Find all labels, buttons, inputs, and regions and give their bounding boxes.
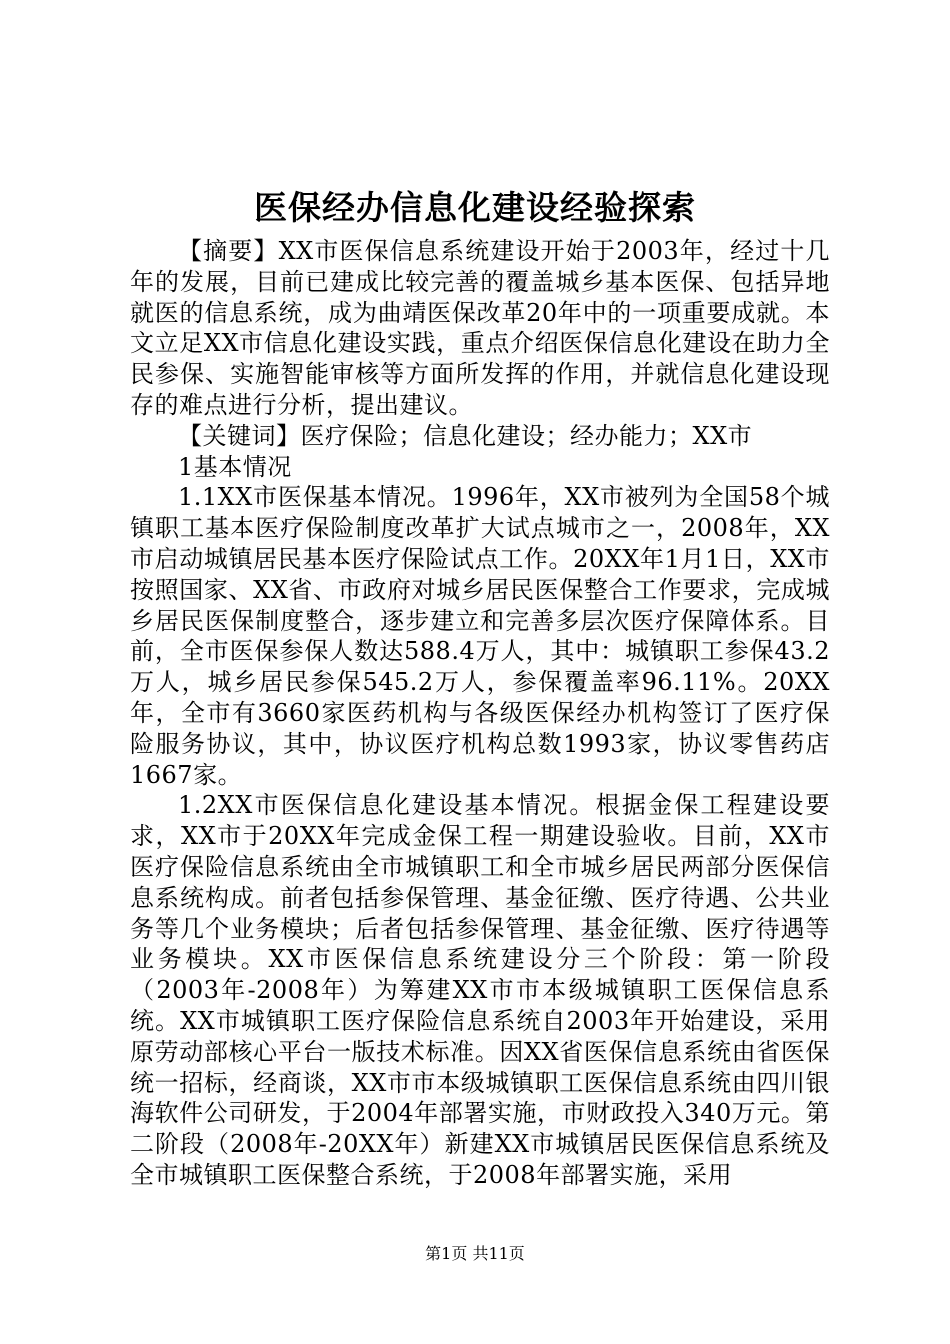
body-paragraph: 1.1XX市医保基本情况。1996年，XX市被列为全国58个城镇职工基本医疗保险制度改革扩大试点城市之一，2008年，XX市启动城镇居民基本医疗保险试点工作。20XX年1月1日，XX市按照国家、XX省、市政府对城乡居民医保整合工作要求，完成城乡居民医保制度整合，逐步建立和完善多层次医疗保障体系。目前，全市医保参保人数达588.4万人，其中：城镇职工参保43.2万人，城乡居民参保545.2万人，参保覆盖率96.11%。20XX年，全市有3660家医药机构与各级医保经办机构签订了医疗保险服务协议，其中，协议医疗机构总数1993家，协议零售药店1667家。 — [130, 483, 830, 789]
page-footer: 第1页 共11页 — [425, 1244, 525, 1263]
abstract-paragraph: 【摘要】XX市医保信息系统建设开始于2003年，经过十几年的发展，目前已建成比较完善的覆盖城乡基本医保、包括异地就医的信息系统，成为曲靖医保改革20年中的一项重要成就。本文立足XX市信息化建设实践，重点介绍医保信息化建设在助力全民参保、实施智能审核等方面所发挥的作用，并就信息化建设现存的难点进行分析，提出建议。 — [130, 237, 830, 419]
keywords-paragraph: 【关键词】医疗保险；信息化建设；经办能力；XX市 — [178, 421, 753, 450]
body-paragraph: 1.2XX市医保信息化建设基本情况。根据金保工程建设要求，XX市于20XX年完成金保工程一期建设验收。目前，XX市医疗保险信息系统由全市城镇职工和全市城乡居民两部分医保信息系统构成。前者包括参保管理、基金征缴、医疗待遇、公共业务等几个业务模块；后者包括参保管理、基金征缴、医疗待遇等业务模块。XX市医保信息系统建设分三个阶段：第一阶段（2003年-2008年）为筹建XX市市本级城镇职工医保信息系统。XX市城镇职工医疗保险信息系统自2003年开始建设，采用原劳动部核心平台一版技术标准。因XX省医保信息系统由省医保统一招标，经商谈，XX市市本级城镇职工医保信息系统由四川银海软件公司研发，于2004年部署实施，市财政投入340万元。第二阶段（2008年-20XX年）新建XX市城镇居民医保信息系统及全市城镇职工医保整合系统，于2008年部署实施，采用 — [130, 791, 830, 1189]
document-body — [130, 236, 830, 1191]
document-title: 医保经办信息化建设经验探索 — [254, 188, 696, 227]
section-heading: 1基本情况 — [178, 452, 292, 481]
